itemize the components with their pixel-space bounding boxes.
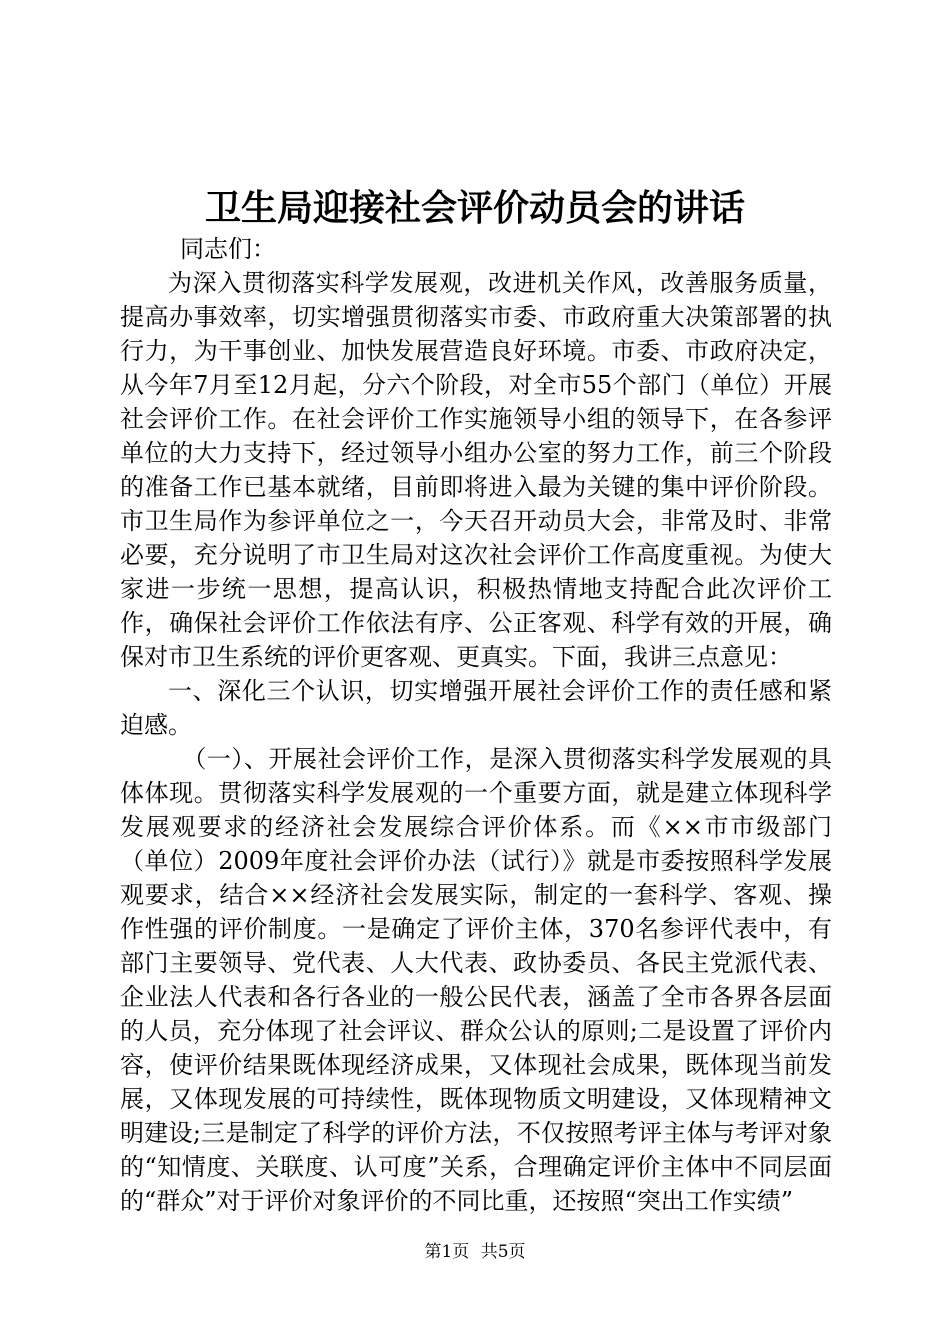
- document-title: 卫生局迎接社会评价动员会的讲话: [204, 187, 745, 229]
- page-footer: [0, 1240, 950, 1264]
- document-body: [120, 232, 832, 1218]
- page-total: 共5页: [480, 1242, 526, 1262]
- intro-paragraph: 为深入贯彻落实科学发展观，改进机关作风，改善服务质量，提高办事效率，切实增强贯彻落实市委、市政府重大决策部署的执行力，为干事创业、加快发展营造良好环境。市委、市政府决定，从今年7月至12月起，分六个阶段，对全市55个部门（单位）开展社会评价工作。在社会评价工作实施领导小组的领导下，在各参评单位的大力支持下，经过领导小组办公室的努力工作，前三个阶段的准备工作已基本就绪，目前即将进入最为关键的集中评价阶段。市卫生局作为参评单位之一，今天召开动员大会，非常及时、非常必要，充分说明了市卫生局对这次社会评价工作高度重视。为使大家进一步统一思想，提高认识，积极热情地支持配合此次评价工作，确保社会评价工作依法有序、公正客观、科学有效的开展，确保对市卫生系统的评价更客观、更真实。下面，我讲三点意见：: [120, 269, 832, 671]
- section-heading: 一、深化三个认识，切实增强开展社会评价工作的责任感和紧迫感。: [120, 677, 832, 739]
- subsection-paragraph: （一）、开展社会评价工作，是深入贯彻落实科学发展观的具体体现。贯彻落实科学发展观的一个重要方面，就是建立体现科学发展观要求的经济社会发展综合评价体系。而《××市市级部门（单位）2009年度社会评价办法（试行）》就是市委按照科学发展观要求，结合××经济社会发展实际，制定的一套科学、客观、操作性强的评价制度。一是确定了评价主体，370名参评代表中，有部门主要领导、党代表、人大代表、政协委员、各民主党派代表、企业法人代表和各行各业的一般公民代表，涵盖了全市各界各层面的人员，充分体现了社会评议、群众公认的原则;二是设置了评价内容，使评价结果既体现经济成果，又体现社会成果，既体现当前发展，又体现发展的可持续性，既体现物质文明建设，又体现精神文明建设;三是制定了科学的评价方法，不仅按照考评主体与考评对象的“知情度、关联度、认可度”关系，合理确定评价主体中不同层面的“群众”对于评价对象评价的不同比重，还按照“突出工作实绩”: [120, 745, 832, 1215]
- salutation: 同志们：: [180, 235, 276, 263]
- page-number: 第1页: [424, 1242, 470, 1262]
